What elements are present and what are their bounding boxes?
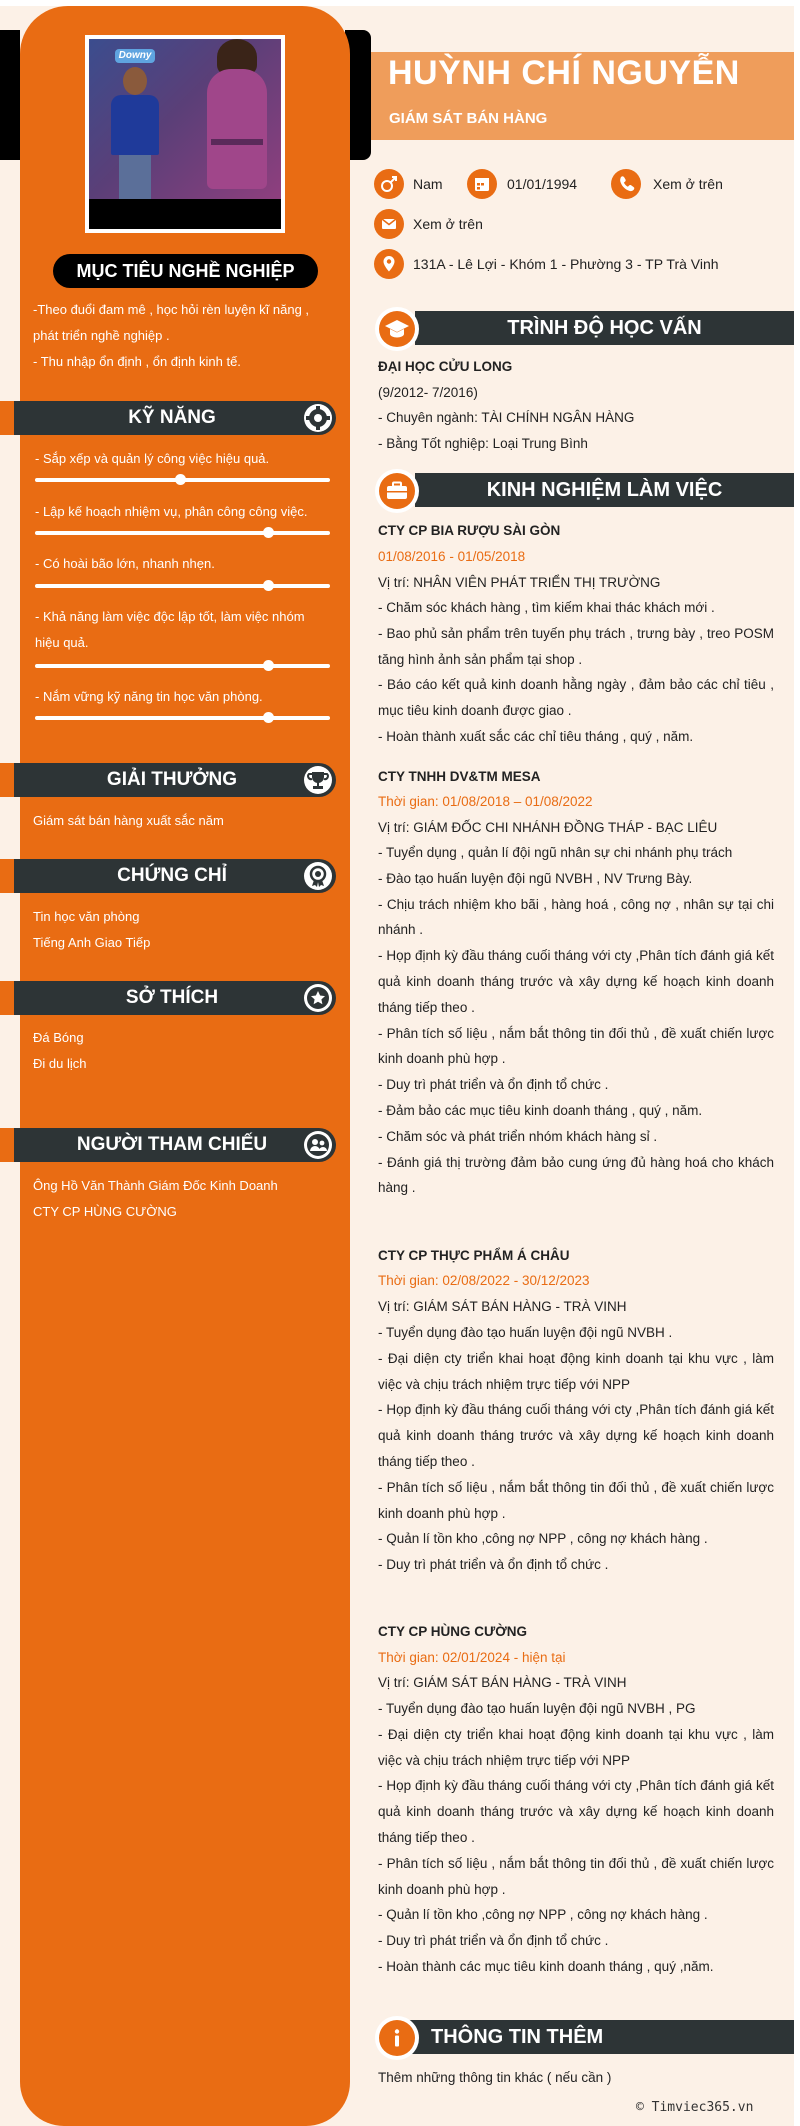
objective-line: - Thu nhập ổn định , ổn định kinh tế. <box>33 354 241 369</box>
job-duty: - Quản lí tồn kho ,công nợ NPP , công nợ khách hàng . <box>378 1531 708 1547</box>
address-value: 131A - Lê Lợi - Khóm 1 - Phường 3 - TP Trà Vinh <box>413 256 719 272</box>
certificate-item: Tin học văn phòng <box>33 909 140 924</box>
certificates-heading-label: CHỨNG CHỈ <box>117 865 227 886</box>
awards-heading-label: GIẢI THƯỞNG <box>106 769 238 790</box>
copyright-text: © Timviec365.vn <box>636 2100 754 2115</box>
job-duty: - Duy trì phát triển và ổn định tổ chức . <box>378 1933 609 1949</box>
job-duty: - Báo cáo kết quả kinh doanh hằng ngày , đảm bảo các chỉ tiêu , mục tiêu kinh doanh được giao . <box>378 677 774 719</box>
job-duty: - Tuyển dụng đào tạo huấn luyện đội ngũ NVBH . <box>378 1325 673 1340</box>
job-duty: - Đại diện cty triển khai hoạt động kinh doanh tại khu vực , làm việc và chịu trách nhiệm trực tiếp với NPP <box>378 1350 774 1392</box>
additional-text: Thêm những thông tin khác ( nếu cần ) <box>378 2070 612 2085</box>
additional-heading <box>375 2016 794 2056</box>
gender-icon <box>374 169 404 199</box>
gear-icon <box>304 404 332 432</box>
skills-heading <box>14 401 336 435</box>
skill-bar <box>35 478 330 482</box>
job-duty: - Chăm sóc và phát triển nhóm khách hàng sỉ . <box>378 1128 658 1144</box>
hobbies-text <box>33 1025 338 1077</box>
job-duty: - Duy trì phát triển và ổn định tổ chức . <box>378 1557 609 1573</box>
info-icon <box>379 2020 415 2056</box>
job-duty: - Hoàn thành xuất sắc các chỉ tiêu tháng , quý , năm. <box>378 728 694 744</box>
gender-value: Nam <box>413 176 443 192</box>
job-period: Thời gian: 01/08/2018 – 01/08/2022 <box>378 794 593 809</box>
skill-bar <box>35 716 330 720</box>
skills-heading-label: KỸ NĂNG <box>128 407 216 428</box>
objective-line: phát triển nghề nghiệp . <box>33 328 170 343</box>
skill-label: - Sắp xếp và quản lý công việc hiệu quả. <box>35 451 270 466</box>
references-heading-label: NGƯỜI THAM CHIẾU <box>76 1134 268 1155</box>
additional-heading-label: THÔNG TIN THÊM <box>431 2026 604 2048</box>
location-icon <box>374 249 404 279</box>
skill-label: - Có hoài bão lớn, nhanh nhẹn. <box>35 556 215 571</box>
job-position: Vị trí: GIÁM SÁT BÁN HÀNG - TRÀ VINH <box>378 1675 627 1690</box>
star-icon <box>304 984 332 1012</box>
education-school: ĐẠI HỌC CỬU LONG <box>378 359 513 374</box>
briefcase-icon <box>379 473 415 509</box>
photo-image <box>89 39 281 229</box>
job-position: Vị trí: GIÁM ĐỐC CHI NHÁNH ĐỒNG THÁP - BẠC LIÊU <box>378 820 718 835</box>
education-heading <box>375 307 794 347</box>
job-period: Thời gian: 02/08/2022 - 30/12/2023 <box>378 1273 590 1288</box>
job-duty: - Duy trì phát triển và ổn định tổ chức . <box>378 1077 609 1093</box>
education-period: (9/2012- 7/2016) <box>378 385 478 400</box>
medal-icon <box>304 862 332 890</box>
job-duty: - Đại diện cty triển khai hoạt động kinh doanh tại khu vực , làm việc và chịu trách nhiệm trực tiếp với NPP <box>378 1726 774 1768</box>
profile-photo <box>85 35 285 233</box>
phone-icon <box>611 169 641 199</box>
skill-level-marker <box>263 580 274 591</box>
candidate-title: GIÁM SÁT BÁN HÀNG <box>389 110 548 127</box>
reference-line: CTY CP HÙNG CƯỜNG <box>33 1204 177 1219</box>
skill-bar <box>35 664 330 668</box>
references-text <box>33 1173 338 1225</box>
job-duty: - Quản lí tồn kho ,công nợ NPP , công nợ khách hàng . <box>378 1907 708 1923</box>
job-duty: - Bao phủ sản phẩm trên tuyến phụ trách , trưng bày , treo POSM tăng hình ảnh sản phẩm tại shop . <box>378 625 774 667</box>
job-company: CTY CP BIA RƯỢU SÀI GÒN <box>378 523 561 538</box>
skill-bar <box>35 584 330 588</box>
job-duty: - Chăm sóc khách hàng , tìm kiếm khai thác khách mới . <box>378 600 715 615</box>
job-duty: - Chịu trách nhiệm kho bãi , hàng hoá , công nợ , nhân sự tại chi nhánh . <box>378 896 774 938</box>
phone-value: Xem ở trên <box>653 176 723 192</box>
objective-heading: MỤC TIÊU NGHỀ NGHIỆP <box>53 254 318 288</box>
photo-figure-woman <box>197 39 277 199</box>
job-company: CTY TNHH DV&TM MESA <box>378 769 541 784</box>
job-duty: - Họp định kỳ đầu tháng cuối tháng với cty ,Phân tích đánh giá kết quả kinh doanh tháng trước và xây dựng kế hoạch kinh doanh tháng tiếp theo . <box>378 948 774 1015</box>
job-duty: - Tuyển dụng đào tạo huấn luyện đội ngũ NVBH , PG <box>378 1701 696 1716</box>
job-duties <box>378 1696 774 1980</box>
job-duties <box>378 840 774 1201</box>
trophy-icon <box>304 766 332 794</box>
job-duty: - Đảm bảo các mục tiêu kinh doanh tháng , quý , năm. <box>378 1102 703 1118</box>
job-period: 01/08/2016 - 01/05/2018 <box>378 549 526 564</box>
photo-bottom-band <box>89 199 281 229</box>
job-period: Thời gian: 02/01/2024 - hiện tại <box>378 1650 566 1665</box>
education-degree: - Bằng Tốt nghiệp: Loại Trung Bình <box>378 436 588 451</box>
job-duties <box>378 1320 774 1578</box>
certificates-heading <box>14 859 336 893</box>
photo-figure-man <box>111 67 159 199</box>
education-major: - Chuyên ngành: TÀI CHÍNH NGÂN HÀNG <box>378 410 635 425</box>
certificate-item: Tiếng Anh Giao Tiếp <box>33 935 151 950</box>
skill-level-marker <box>263 527 274 538</box>
job-duty: - Họp định kỳ đầu tháng cuối tháng với cty ,Phân tích đánh giá kết quả kinh doanh tháng trước và xây dựng kế hoạch kinh doanh tháng tiếp theo . <box>378 1778 774 1845</box>
job-position: Vị trí: GIÁM SÁT BÁN HÀNG - TRÀ VINH <box>378 1299 627 1314</box>
experience-heading <box>375 469 794 509</box>
skill-level-marker <box>175 474 186 485</box>
job-duty: - Hoàn thành các mục tiêu kinh doanh tháng , quý ,năm. <box>378 1958 714 1974</box>
job-company: CTY CP THỰC PHẨM Á CHÂU <box>378 1248 570 1263</box>
people-icon <box>304 1131 332 1159</box>
job-duty: - Phân tích số liệu , nắm bắt thông tin đối thủ , đề xuất chiến lược kinh doanh phù hợp . <box>378 1025 774 1067</box>
skill-level-marker <box>263 712 274 723</box>
email-value: Xem ở trên <box>413 216 483 232</box>
left-black-tab <box>0 30 20 160</box>
job-company: CTY CP HÙNG CƯỜNG <box>378 1624 527 1639</box>
certificates-text <box>33 904 338 956</box>
awards-text <box>33 808 338 834</box>
hobbies-heading-label: SỞ THÍCH <box>125 987 219 1008</box>
job-duty: - Đào tạo huấn luyện đội ngũ NVBH , NV Trưng Bày. <box>378 870 693 886</box>
calendar-icon <box>467 169 497 199</box>
job-duty: - Đánh giá thị trường đảm bảo cung ứng đủ hàng hoá cho khách hàng . <box>378 1154 774 1196</box>
job-duty: - Tuyển dụng , quản lí đội ngũ nhân sự chi nhánh phụ trách <box>378 845 733 860</box>
skill-label: - Nắm vững kỹ năng tin học văn phòng. <box>35 689 263 704</box>
reference-line: Ông Hồ Văn Thành Giám Đốc Kinh Doanh <box>33 1178 278 1193</box>
job-duties <box>378 595 774 750</box>
skill-bar <box>35 531 330 535</box>
skill-level-marker <box>263 660 274 671</box>
experience-heading-label: KINH NGHIỆM LÀM VIỆC <box>486 479 723 501</box>
hobby-item: Đi du lịch <box>33 1056 87 1071</box>
award-item: Giám sát bán hàng xuất sắc năm <box>33 813 224 828</box>
hobbies-heading <box>14 981 336 1015</box>
birthday-value: 01/01/1994 <box>507 176 578 192</box>
job-duty: - Phân tích số liệu , nắm bắt thông tin đối thủ , đề xuất chiến lược kinh doanh phù hợp . <box>378 1479 774 1521</box>
skill-label: - Khả năng làm việc độc lập tốt, làm việc nhóm hiệu quả. <box>35 609 305 650</box>
email-icon <box>374 209 404 239</box>
awards-heading <box>14 763 336 797</box>
job-position: Vị trí: NHÂN VIÊN PHÁT TRIỂN THỊ TRƯỜNG <box>378 575 661 590</box>
graduation-cap-icon <box>379 311 415 347</box>
candidate-name: HUỲNH CHÍ NGUYỄN <box>388 54 740 92</box>
skill-label: - Lập kế hoạch nhiệm vụ, phân công công việc. <box>35 504 308 519</box>
job-duty: - Họp định kỳ đầu tháng cuối tháng với cty ,Phân tích đánh giá kết quả kinh doanh tháng trước và xây dựng kế hoạch kinh doanh tháng tiếp theo . <box>378 1402 774 1469</box>
job-duty: - Phân tích số liệu , nắm bắt thông tin đối thủ , đề xuất chiến lược kinh doanh phù hợp . <box>378 1855 774 1897</box>
references-heading <box>14 1128 336 1162</box>
education-heading-label: TRÌNH ĐỘ HỌC VẤN <box>507 317 702 339</box>
photo-logo-text: Downy <box>115 49 155 63</box>
hobby-item: Đá Bóng <box>33 1030 84 1045</box>
objective-text <box>33 297 338 375</box>
objective-line: -Theo đuổi đam mê , học hỏi rèn luyện kĩ năng , <box>33 302 310 317</box>
